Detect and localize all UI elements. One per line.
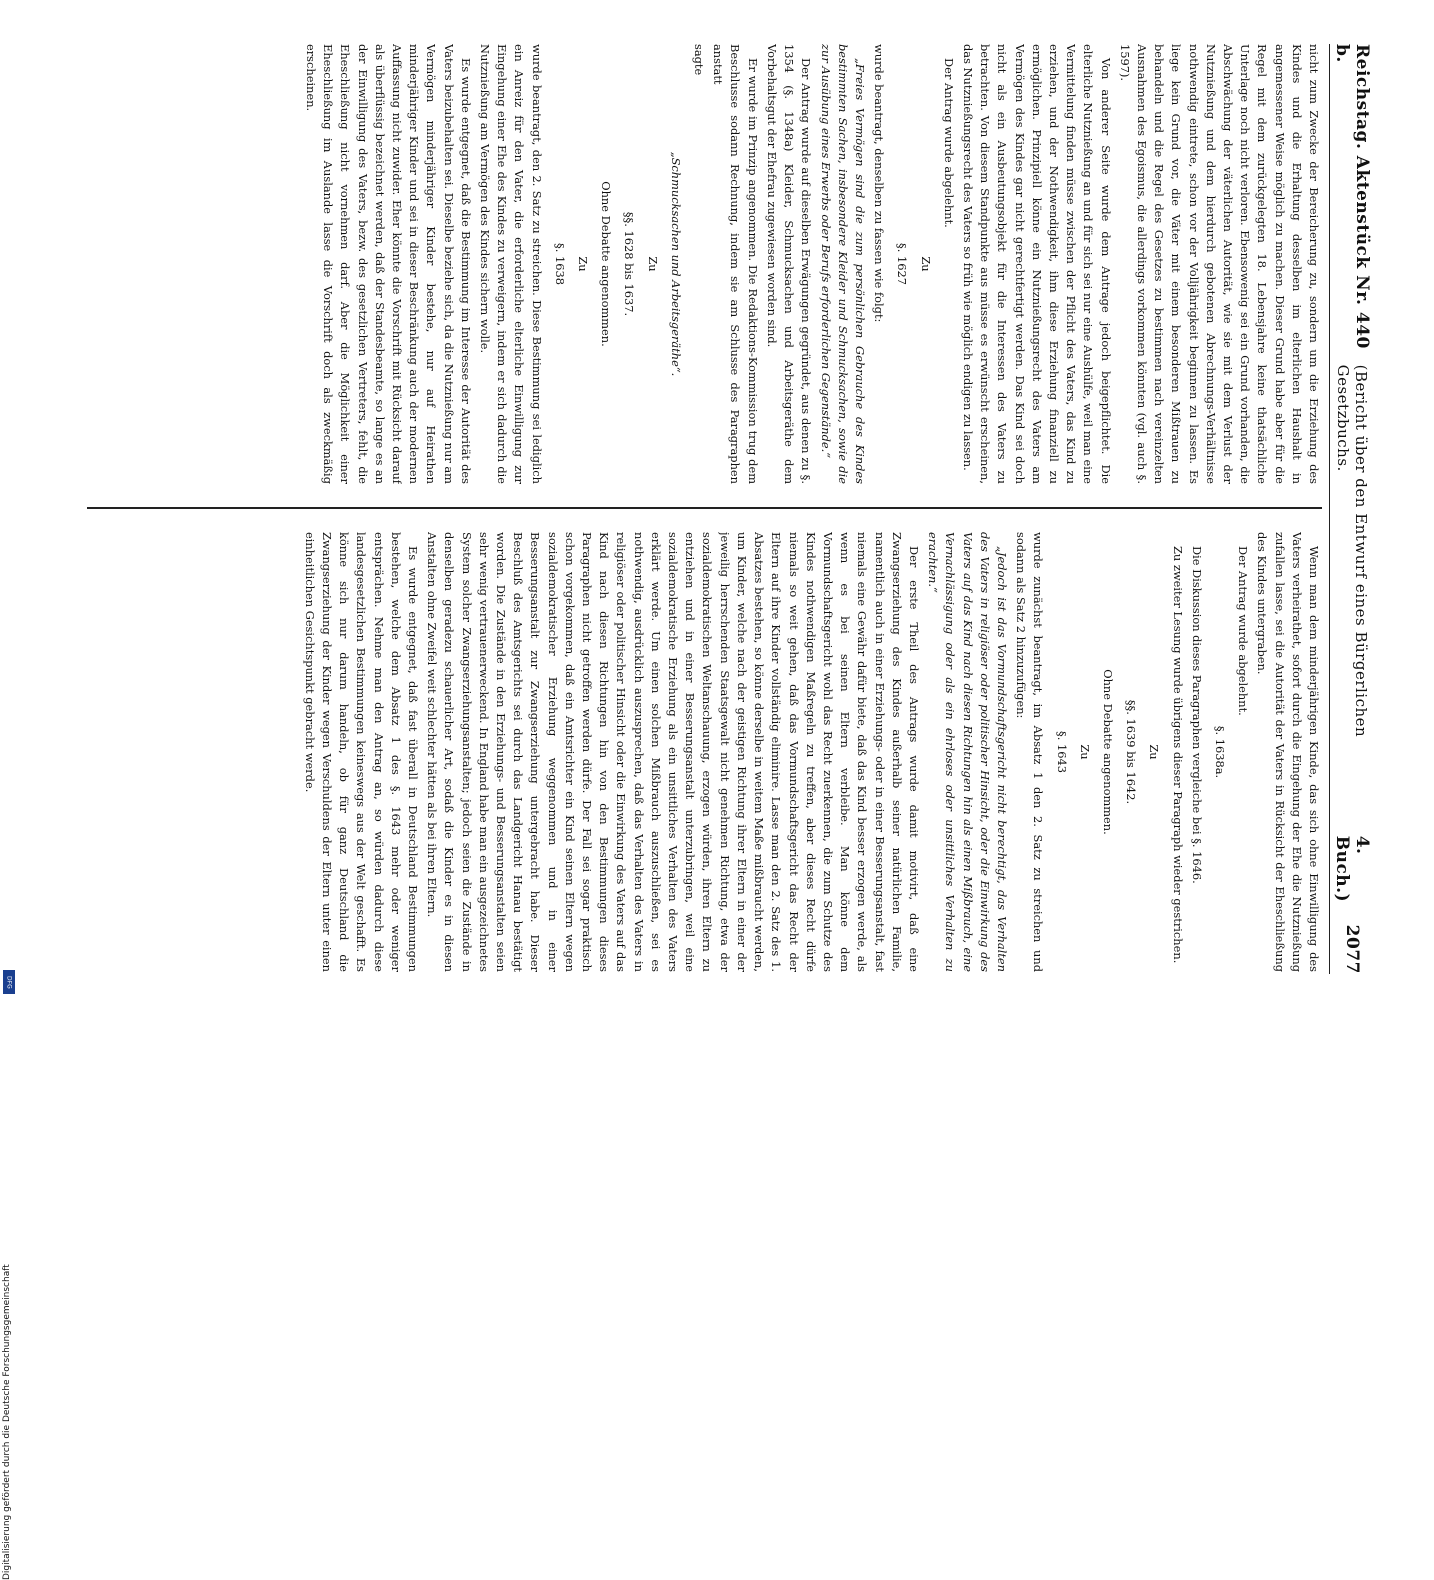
paragraph: sagte [692,44,707,76]
paragraph: Der Antrag wurde auf dieselben Erwägungen gegründet, aus denen zu §. 1354 (§. 1348a) Kleider, Schmucksachen und Arbeitsgeräthe dem Vorbehaltsgut der Ehefrau zugewiesen worden sind. [764,44,814,484]
paragraph: Der Antrag wurde abgelehnt. [1236,546,1251,716]
header-left: Reichstag. Aktenstück Nr. 440 b. [1332,44,1372,349]
quote: „Jedoch ist das Vormundschaftsgericht nicht berechtigt, das Verhalten des Vaters in religiöser oder politischer Hinsicht, oder die Einwirkung des Vaters auf das Kind nach diesen Richtungen hin als einen Mißbrauch, eine Vernachlässigung oder als ein ehrloses oder unsittliches Verhalten zu erachten.“ [926,532,1009,972]
paragraph: Die Diskussion dieses Paragraphen vergleiche bei §. 1646. [1189,546,1204,884]
section-heading: §. 1638 [552,243,567,285]
paragraph: Es wurde entgegnet, daß die Bestimmung im Interesse der Autorität des Vaters beizubehalten sei. Dieselbe beziehe sich, da die Nutznießung nur am Vermögen minderjähriger Kinder bestehe, nur auf Heirathen minderjähriger Kinder und sei in dieser Beschränkung auch der modernen Auffassung nicht zuwider. Eher könnte die Vorschrift mit Rücksicht darauf als überflüssig bezeichnet werden, daß der Standesbeamte, so lange es an der Einwilligung des Vaters, bezw. des gesetzlichen Vertreters, fehlt, die Eheschließung nicht vornehmen darf. Aber die Möglichkeit einer Eheschließung im Auslande lasse die Vorschrift doch als zweckmäßig erscheinen. [304,44,473,484]
zu-heading: Zu [576,256,591,272]
page-header [1332,44,1372,974]
zu-heading: Zu [1147,744,1162,760]
paragraph: Er wurde im Prinzip angenommen. Die Redaktions-Kommission trug dem Beschlusse sodann Rechnung, indem sie am Schlusse des Paragraphen anstatt [711,44,760,484]
paragraph: wurde beantragt, denselben zu fassen wie folgt: [872,44,887,323]
section-heading: §§. 1628 bis 1637. [622,211,637,317]
header-right: 4. Buch.) [1332,835,1372,903]
page-number: 2077 [1342,924,1362,974]
paragraph: wurde beantragt, den 2. Satz zu streichen. Diese Bestimmung sei lediglich ein Anreiz für den Vater, die erforderliche elterliche Einwilligung zur Eingehung einer Ehe des Kindes zu verweigern, indem er sich dadurch die Nutznießung am Vermögen des Kindes sichern wolle. [478,44,544,484]
zu-heading: Zu [645,256,660,272]
section-heading: §. 1627 [895,243,910,285]
paragraph: Zu zweiter Lesung wurde übrigens dieser Paragraph wieder gestrichen. [1170,546,1185,964]
paragraph: Ohne Debatte angenommen. [1100,669,1115,835]
left-column [87,44,1322,484]
header-middle: (Bericht über den Entwurf eines Bürgerlichen Gesetzbuchs. [1334,364,1370,738]
quote: „Schmucksachen und Arbeitsgeräthe“. [668,151,683,377]
paragraph: Wenn man dem minderjährigen Kinde, das sich ohne Einwilligung des Vaters verheirathet, sofort durch die Eingehung der Ehe die Nutznießung zufallen lasse, sei die Autorität der Vaters in Rücksicht der Eheschließung des Kindes untergraben. [1255,532,1321,972]
zu-heading: Zu [1077,744,1092,760]
digitization-note: Digitalisierung gefördert durch die Deutsche Forschungsgemeinschaft [2,1264,12,1580]
paragraph: Ohne Debatte angenommen. [599,181,614,347]
paragraph: nicht zum Zwecke der Bereicherung zu, sondern um die Erziehung des Kindes und die Erhaltung desselben im elterlichen Haushalt in angemessener Weise möglich zu machen. Dieser Grund habe aber für die Regel mit dem zurückgelegten 18. Lebensjahre keine thatsächliche Unterlage noch nicht verloren. Ebensowenig sei ein Grund vorhanden, die Abschwächung der väterlichen Autorität, wie sie mit dem Verlust der Nutznießung und dem hierdurch gebotenen Abrechnungs-Verhältnisse nothwendig eintrete, schon vor der Volljährigkeit beginnen zu lassen. Es liege kein Grund vor, die Väter mit einem besonderen Mißtrauen zu behandeln und die Regel des Gesetzes zu bestimmen nach vereinzelten Ausnahmen des Egoismus, die allerdings vorkommen könnten (vgl. auch §. 1597). [1117,44,1321,484]
header-rule [1329,44,1330,974]
paragraph: Der Antrag wurde abgelehnt. [941,58,956,228]
dfg-logo: DFG [3,970,15,994]
quote: „Freies Vermögen sind die zum persönlichen Gebrauche des Kindes bestimmten Sachen, insbesondere Kleider und Schmucksachen, sowie die zur Ausübung eines Erwerbs oder Berufs erforderlichen Gegenstände.“ [818,44,867,484]
section-heading: §§. 1639 bis 1642. [1124,699,1139,805]
column-divider [87,507,1322,509]
paragraph: Von anderer Seite wurde dem Antrage jedoch beigepflichtet. Die elterliche Nutznießung an und für sich sei nur eine Aushülfe, weil man eine Vermittelung finden müsse zwischen der Pflicht des Vaters, das Kind zu erziehen, und der Nothwendigkeit, ihm diese Erziehung finanziell zu ermöglichen. Prinzipiell könne ein Nutznießungsrecht des Vaters am Vermögen des Kindes gar nicht gerechtfertigt werden. Das Kind sei doch nicht als ein Ausbeutungsobjekt für die Interessen des Vaters zu betrachten. Von diesem Standpunkte aus müsse es erwünscht erscheinen, das Nutznießungsrecht des Vaters so früh wie möglich endigen zu lassen. [960,44,1113,484]
paragraph: wurde zunächst beantragt, im Absatz 1 den 2. Satz zu streichen und sodann als Satz 2 hinzuzufügen: [1014,532,1046,972]
paragraph: Es wurde entgegnet, daß fast überall in Deutschland Bestimmungen bestehen, welche dem Absatz 1 des §. 1643 mehr oder weniger entsprächen. Nehme man den Antrag an, so würden dadurch diese landesgesetzlichen Bestimmungen keineswegs aus der Welt geschafft. Es könne sich nur darum handeln, ob für ganz Deutschland die Zwangserziehung der Kinder wegen Verschuldens der Eltern unter einen einheitlichen Gesichtspunkt gebracht werde. [302,532,421,972]
rotated-sheet [82,44,1372,974]
section-heading: §. 1638a. [1212,725,1227,779]
paragraph: Der erste Theil des Antrags wurde damit motivirt, daß eine Zwangserziehung des Kindes außerhalb seiner natürlichen Familie, namentlich auch in einer Erziehungs- oder in einer Besserungsanstalt, fast niemals eine Gewähr dafür biete, daß das Kind besser erzogen werde, als wenn es bei seinen Eltern verbleibe. Man könne dem Vormundschaftsgericht wohl das Recht zuerkennen, die zum Schutze des Kindes nothwendigen Maßregeln zu treffen, aber dieses Recht dürfe niemals so weit gehen, daß das Vormundschaftsgericht das Recht der Eltern auf ihre Kinder vollständig eliminire. Lasse man den 2. Satz des 1. Absatzes bestehen, so könne derselbe in weitem Maße mißbraucht werden, um Kinder, welche nach der geistigen Richtung ihrer Eltern in einer der jeweilig herrschenden Staatsgewalt nicht genehmen Richtung, etwa der sozialdemokratischen Weltanschauung, erzogen würden, ihren Eltern zu entziehen und in einer Besserungsanstalt unterzubringen, weil eine sozialdemokratische Erziehung als ein unsittliches Verhalten des Vaters erklärt werde. Um einen solchen Mißbrauch auszuschließen, sei es nothwendig, ausdrücklich auszusprechen, daß das Verhalten des Vaters in religiöser oder politischer Hinsicht oder die Einwirkung des Vaters auf das Kind nach diesen Richtungen hin von den Bestimmungen dieses Paragraphen nicht getroffen werden dürfe. Der Fall sei sogar praktisch schon vorgekommen, daß ein Amtsrichter ein Kind seinen Eltern wegen sozialdemokratischer Erziehung weggenommen und in einer Besserungsanstalt zur Zwangserziehung untergebracht habe. Dieser Beschluß des Amtsgerichts sei durch das Landgericht Hanau bestätigt worden. Die Zustände in den Erziehungs- und Besserungsanstalten seien sehr wenig vertrauenerweckend. In England habe man ein ausgezeichnetes System solcher Zwangserziehungsanstalten; jedoch seien die Zustände in denselben geradezu schauerlicher Art, sodaß die Kinder es in diesen Anstalten ohne Zweifel weit schlechter hätten als bei ihren Eltern. [425,532,921,972]
right-column [87,532,1322,972]
zu-heading: Zu [918,256,933,272]
section-heading: §. 1643 [1054,731,1069,773]
